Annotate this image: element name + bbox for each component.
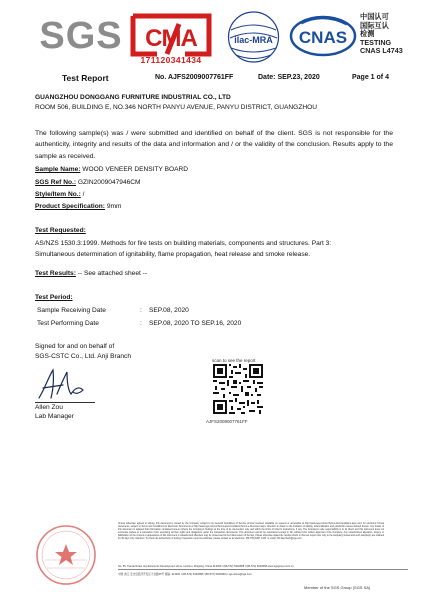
report-title-row [62, 74, 412, 86]
period-label: Sample Receiving Date [37, 307, 106, 314]
intro-paragraph: The following sample(s) was / were submitted and identified on behalf of the client. SGS is not responsible for the authenticity, integrity and results of the data and information and / or the validity of the conclusion. Results apply to the sample as received. [35, 130, 393, 160]
svg-text:SGS: SGS [39, 15, 123, 56]
test-requested-text [35, 238, 395, 261]
period-row [37, 320, 242, 327]
footer-divider [118, 569, 408, 570]
signed-line: SGS-CSTC Co., Ltd. Anji Branch [35, 353, 132, 360]
test-requested-heading: Test Requested: [35, 227, 86, 234]
signer-role: Lab Manager [35, 412, 74, 420]
qr-report-number: AJFS2009007761FF [206, 419, 248, 424]
style-item-value: / [82, 191, 85, 198]
cnas-logo [289, 14, 357, 58]
test-results-value: -- See attached sheet -- [77, 270, 148, 277]
product-spec-value: 9mm [106, 203, 122, 210]
legal-disclaimer: Unless otherwise agreed in writing, this document is issued by the Company subject to its General Conditions of Service printed overleaf, available on request or accessible at http://www.sgs.com/en/Terms-and-Conditions.aspx and, for electronic format documents, subject to Terms and Conditions for Electronic Documents at http://www.sgs.com/en/Terms-and-Conditions/Terms-e-Document.aspx. Attention is drawn to the limitation of liability, indemnification and jurisdiction issues defined therein. Any holder of this document is advised that information contained hereon reflects the Company's findings at the time of its intervention only and within the limits of Client's instructions, if any. The Company's sole responsibility is to its Client and this document does not exonerate parties to a transaction from exercising all their rights and obligations under the transaction documents. This document cannot be reproduced except in full, without prior written approval of the Company. Any unauthorized alteration, forgery or falsification of the content or appearance of this document is unlawful and offenders may be prosecuted to the fullest extent of the law. Unless otherwise stated the results shown in this test report refer only to the sample(s) tested and such sample(s) are retained for 30 days only. Attention: To check the authenticity of testing / inspection report & certificate, please contact us at telephone: (86-755) 8307 1443, or email: CN.Doccheck@sgs.com [118, 523, 384, 540]
signed-on-behalf [35, 342, 131, 362]
signed-line: Signed for and on behalf of [35, 343, 115, 350]
period-colon: : [140, 320, 142, 327]
accreditation-text: 中国认可 国际互认 检测 TESTING CNAS L4743 [360, 12, 403, 56]
page-indicator: Page 1 of 4 [352, 74, 389, 81]
report-number: No. AJFS2009007761FF [155, 74, 234, 81]
svg-text:CNAS: CNAS [298, 28, 348, 47]
period-value: SEP.08, 2020 TO SEP.16, 2020 [149, 320, 242, 327]
signer-info [35, 404, 74, 421]
test-requested-line: Simultaneous determination of ignitability, flame propagation, heat release and smoke release. [35, 251, 311, 259]
signer-name: Allen Zou [35, 404, 63, 411]
test-period-heading: Test Period: [35, 294, 73, 301]
sgs-ref-label: SGS Ref No.: [35, 179, 77, 186]
svg-text:ilac-MRA: ilac-MRA [234, 35, 273, 45]
footer-address-en: No. 55, Tiantai Road, Anji Economic Development Zone, Huzhou, Zhejiang, China 313300 t (86-572) 5303688 f (86-572) 5303668 www.sgsgroup.com.cn [118, 565, 294, 568]
handwritten-signature [35, 366, 95, 402]
sample-name-field [35, 166, 188, 173]
product-spec-field [35, 203, 121, 210]
period-value: SEP.08, 2020 [149, 307, 189, 314]
sgs-group-member: Member of the SGS Group (SGS SA) [304, 585, 371, 590]
cma-number: 171120341434 [140, 55, 202, 65]
period-label: Test Performing Date [37, 320, 99, 327]
test-results-heading: Test Results: [35, 270, 76, 277]
footer-address-cn: 中国·浙江·安吉县经济开发区天台路55号 邮编: 313300 t (86-572) 5303688 f (86-572) 5303668 e sgs.china@sgs.com [118, 573, 252, 576]
ilac-mra-logo [226, 10, 281, 70]
company-seal [35, 524, 97, 586]
style-item-field [35, 191, 85, 198]
sample-name-label: Sample Name: [35, 166, 81, 173]
sgs-ref-field [35, 179, 141, 186]
report-date: Date: SEP.23, 2020 [258, 74, 320, 81]
period-colon: : [140, 307, 142, 314]
test-requested-line: AS/NZS 1530.3:1999. Methods for fire tests on building materials, components and structures. Part 3: [35, 240, 332, 247]
product-spec-label: Product Specification: [35, 203, 105, 210]
client-address: ROOM 506, BUILDING E, NO.346 NORTH PANYU AVENUE, PANYU DISTRICT, GUANGZHOU [35, 104, 317, 111]
svg-text:CMA: CMA [145, 25, 197, 52]
style-item-label: Style/Item No.: [35, 191, 81, 198]
period-row [37, 307, 189, 314]
report-title: Test Report [62, 73, 109, 83]
qr-code[interactable] [213, 364, 263, 414]
sgs-ref-value: GZIN2009047946CM [77, 179, 141, 186]
qr-caption: scan to see the report [212, 358, 256, 363]
client-company: GUANGZHOU DONGGANG FURNITURE INDUSTRIAL CO., LTD [35, 94, 231, 101]
signature-line [35, 402, 95, 403]
test-results-field [35, 270, 147, 277]
sample-name-value: WOOD VENEER DENSITY BOARD [82, 166, 189, 173]
sgs-logo [38, 14, 124, 56]
